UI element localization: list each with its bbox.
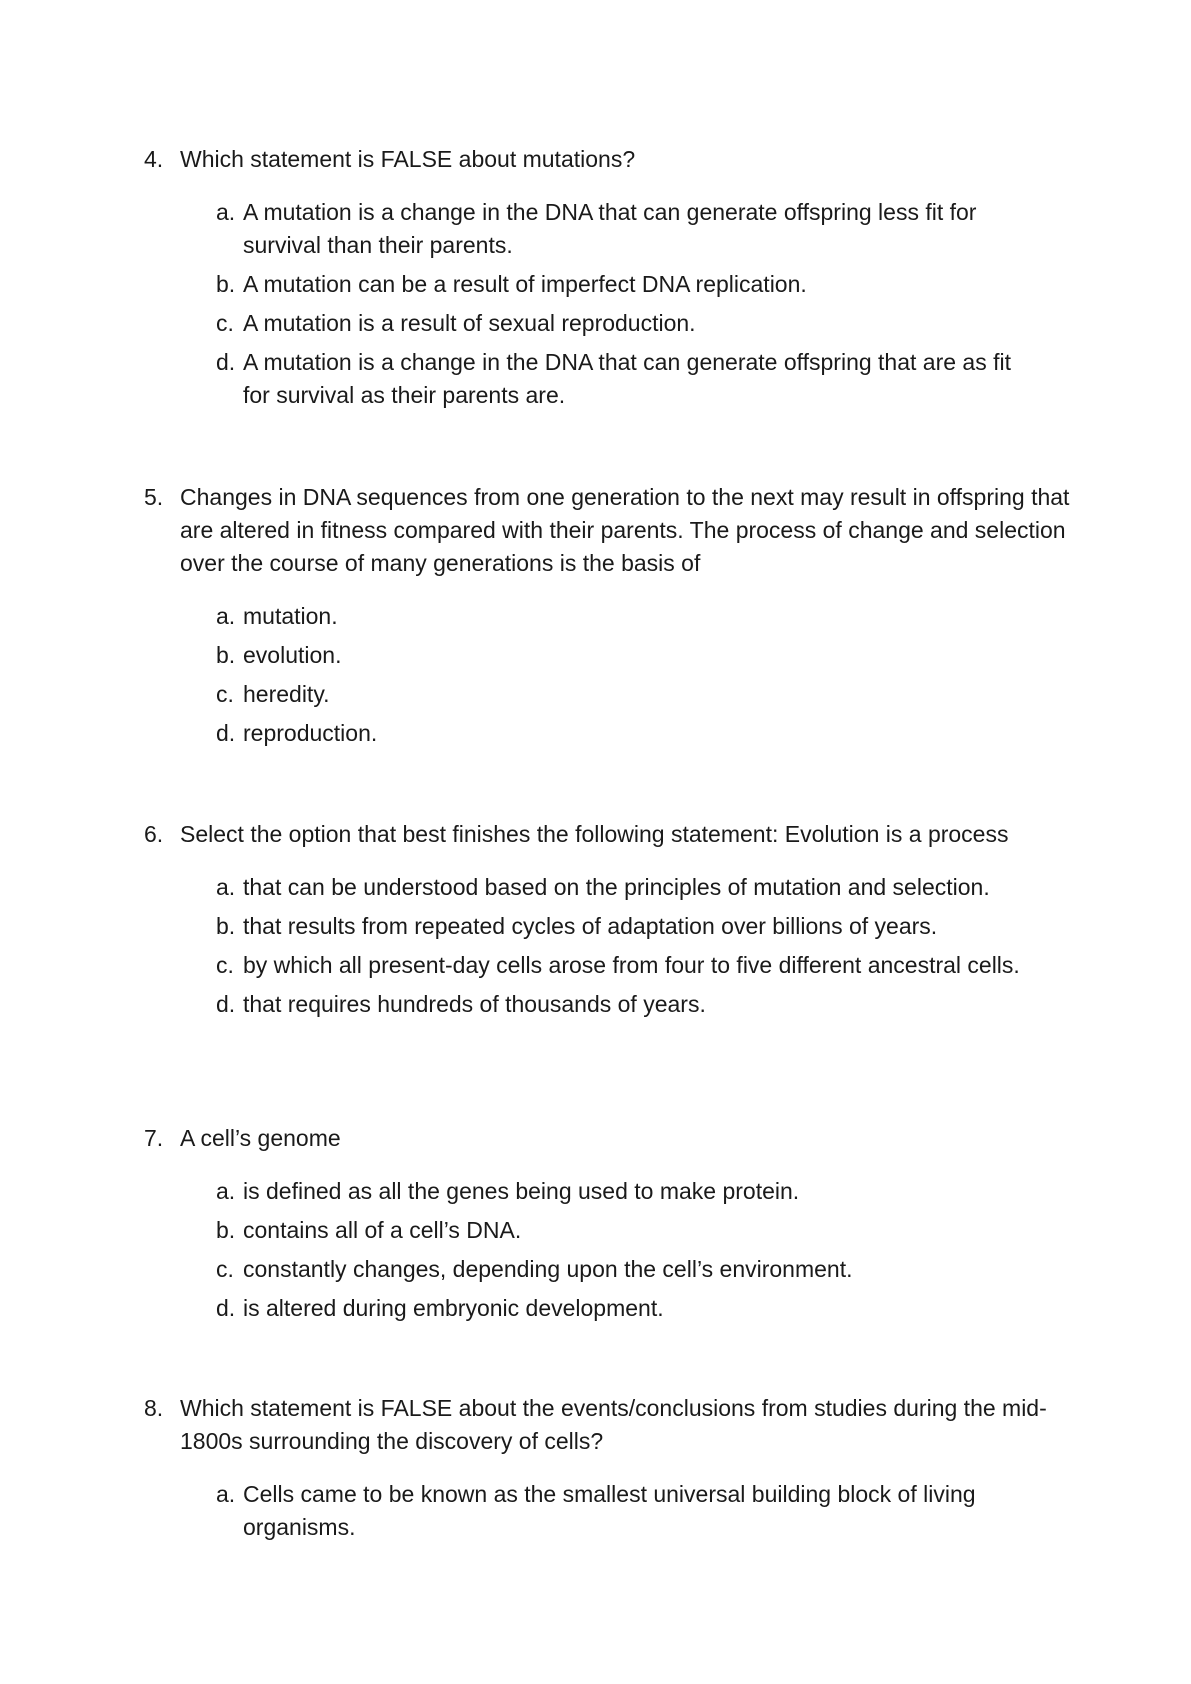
option-text: Cells came to be known as the smallest universal building block of living organisms. [243,1481,976,1540]
question-stem [144,481,1074,580]
question-number: 8. [144,1395,164,1421]
option-d [216,346,1036,412]
option-text: contains all of a cell’s DNA. [243,1217,522,1243]
option-list [216,196,1036,412]
question-stem [144,1392,1074,1458]
option-list [216,600,1036,750]
option-a [216,871,1036,904]
question-number: 4. [144,146,164,172]
option-list [216,1175,1036,1325]
question-stem [144,1122,1074,1155]
option-text: evolution. [243,642,342,668]
option-letter: d. [216,349,236,375]
question-number: 5. [144,484,164,510]
option-c [216,678,1036,711]
question-stem [144,143,1074,176]
question-8 [144,1392,1074,1550]
option-letter: a. [216,199,236,225]
question-text: Changes in DNA sequences from one generation to the next may result in offspring that are altered in fitness compared with their parents. The process of change and selection over the course of many generations is the basis of [180,484,1070,576]
option-text: A mutation can be a result of imperfect DNA replication. [243,271,807,297]
option-text: by which all present-day cells arose from four to five different ancestral cells. [243,952,1020,978]
option-letter: b. [216,1217,236,1243]
option-d [216,717,1036,750]
question-text: A cell’s genome [180,1125,341,1151]
option-a [216,600,1036,633]
option-list [216,871,1036,1021]
option-d [216,1292,1036,1325]
option-c [216,1253,1036,1286]
option-letter: b. [216,271,236,297]
question-7 [144,1122,1074,1331]
option-text: is defined as all the genes being used to make protein. [243,1178,800,1204]
option-a [216,1175,1036,1208]
option-text: constantly changes, depending upon the cell’s environment. [243,1256,853,1282]
option-text: that requires hundreds of thousands of years. [243,991,706,1017]
option-a [216,196,1036,262]
question-number: 6. [144,821,164,847]
option-text: heredity. [243,681,330,707]
option-text: reproduction. [243,720,378,746]
option-letter: d. [216,720,236,746]
question-4 [144,143,1074,418]
question-number: 7. [144,1125,164,1151]
option-letter: b. [216,642,236,668]
question-stem [144,818,1074,851]
option-letter: c. [216,681,234,707]
question-5 [144,481,1074,756]
option-text: mutation. [243,603,338,629]
option-text: A mutation is a result of sexual reproduction. [243,310,696,336]
option-letter: a. [216,1481,236,1507]
option-b [216,639,1036,672]
question-text: Which statement is FALSE about mutations? [180,146,636,172]
option-b [216,1214,1036,1247]
option-letter: a. [216,603,236,629]
option-letter: a. [216,874,236,900]
option-list [216,1478,1036,1544]
option-letter: d. [216,991,236,1017]
option-letter: c. [216,952,234,978]
question-text: Which statement is FALSE about the events/conclusions from studies during the mid-1800s surrounding the discovery of cells? [180,1395,1047,1454]
option-letter: c. [216,310,234,336]
option-letter: c. [216,1256,234,1282]
option-letter: a. [216,1178,236,1204]
option-c [216,307,1036,340]
option-c [216,949,1036,982]
option-text: is altered during embryonic development. [243,1295,664,1321]
option-text: A mutation is a change in the DNA that can generate offspring that are as fit for survival as their parents are. [243,349,1011,408]
option-letter: d. [216,1295,236,1321]
question-text: Select the option that best finishes the following statement: Evolution is a process [180,821,1009,847]
option-text: that results from repeated cycles of adaptation over billions of years. [243,913,938,939]
option-a [216,1478,1036,1544]
question-6 [144,818,1074,1027]
option-b [216,910,1036,943]
option-text: that can be understood based on the principles of mutation and selection. [243,874,990,900]
option-b [216,268,1036,301]
option-letter: b. [216,913,236,939]
option-d [216,988,1036,1021]
option-text: A mutation is a change in the DNA that can generate offspring less fit for survival than their parents. [243,199,977,258]
